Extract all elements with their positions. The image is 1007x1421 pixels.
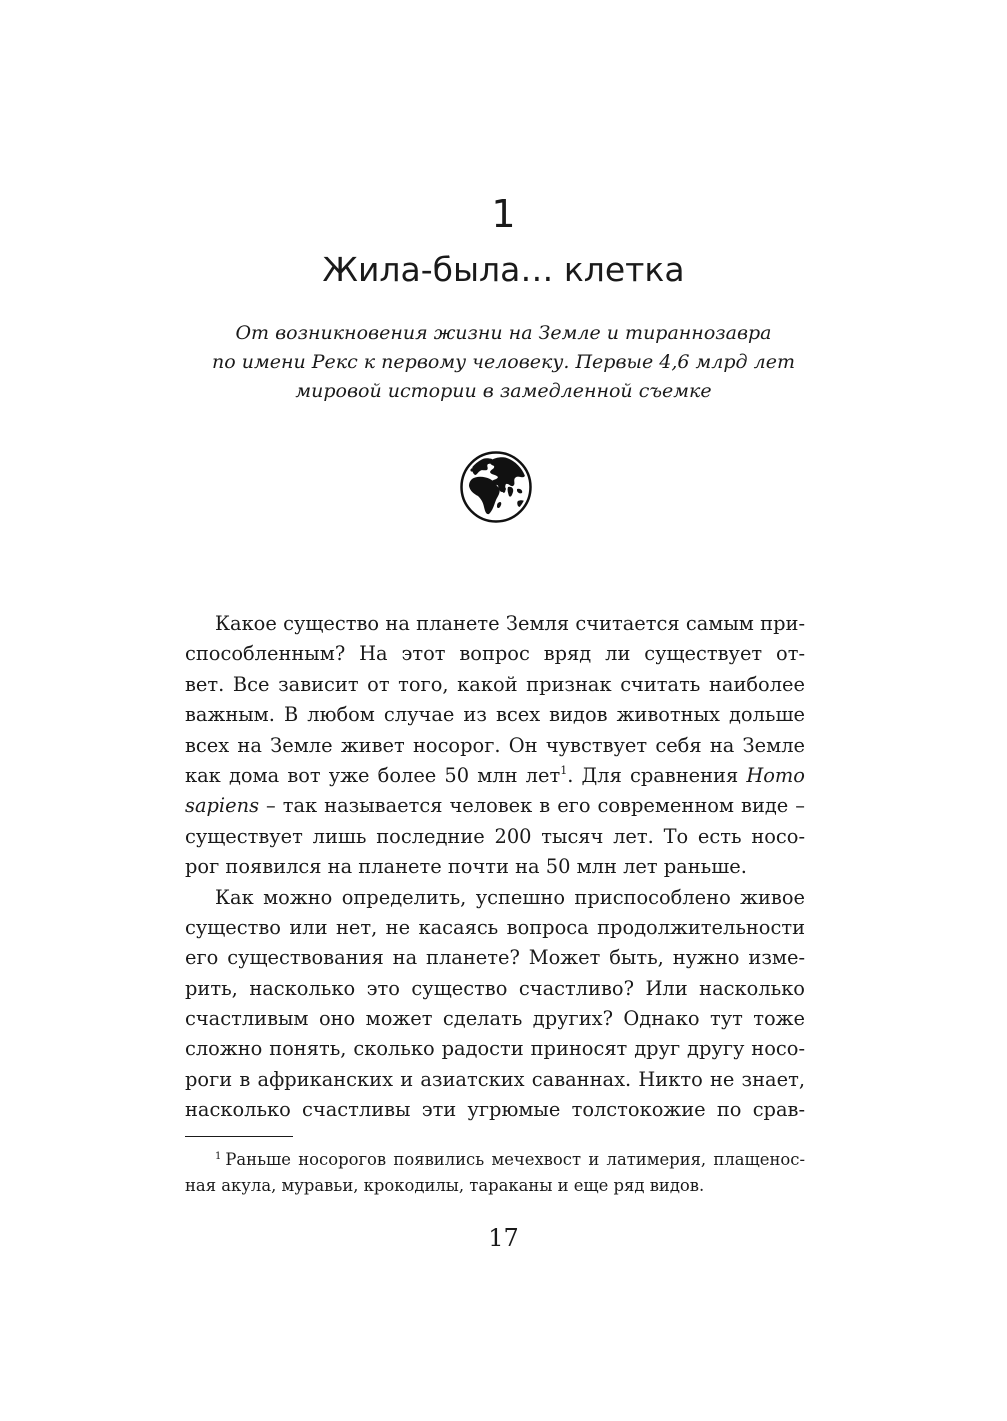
epigraph-line: по имени Рекс к первому человеку. Первые 4,6 млрд лет [212, 351, 795, 373]
text-fragment: – так называется человек в его современном виде – [259, 794, 805, 818]
globe-icon [460, 451, 532, 523]
chapter-number: 1 [491, 192, 516, 236]
text-line: его существования на планете? Может быть, нужно изме- [185, 946, 805, 970]
text-fragment: . Для сравнения [567, 763, 747, 787]
page-number: 17 [488, 1224, 519, 1252]
text-line: всех на Земле живет носорог. Он чувствует себя на Земле [185, 733, 805, 757]
text-line: рог появился на планете почти на 50 млн лет раньше. [185, 855, 747, 879]
chapter-epigraph [0, 319, 1007, 406]
footnote-text: Раньше носорогов появились мечехвост и латимерия, плащенос- [225, 1150, 805, 1169]
text-line [185, 761, 805, 791]
italic-term: Homo [746, 763, 805, 787]
body-text [185, 609, 805, 1126]
text-line: сложно понять, сколько радости приносят друг другу носо- [185, 1037, 805, 1061]
text-line: существует лишь последние 200 тысяч лет. То есть носо- [185, 824, 805, 848]
footnote-mark: 1 [215, 1151, 222, 1162]
text-line: Какое существо на планете Земля считается самым при- [215, 612, 805, 635]
text-line: рить, насколько это существо счастливо? Или насколько [185, 976, 805, 1000]
text-line: способленным? На этот вопрос вряд ли существует от- [185, 642, 805, 666]
footnote-line: ная акула, муравьи, крокодилы, тараканы и еще ряд видов. [185, 1176, 705, 1195]
text-line: Как можно определить, успешно приспособлено живое [215, 885, 805, 909]
text-line [185, 791, 805, 821]
text-line: важным. В любом случае из всех видов животных дольше [185, 703, 805, 727]
chapter-title: Жила-была… клетка [322, 250, 685, 289]
epigraph-line: От возникновения жизни на Земле и тираннозавра [235, 322, 772, 344]
footnote-reference[interactable]: 1 [560, 763, 568, 777]
text-fragment: как дома вот уже более 50 млн лет [185, 763, 561, 787]
text-line: насколько счастливы эти угрюмые толстокожие по срав- [185, 1098, 805, 1122]
italic-term: sapiens [185, 794, 260, 818]
footnote [185, 1147, 805, 1199]
footnote-line [185, 1147, 805, 1173]
text-line: существо или нет, не касаясь вопроса продолжительности [185, 915, 805, 939]
footnote-divider [185, 1136, 293, 1137]
text-line: счастливым оно может сделать других? Однако тут тоже [185, 1007, 805, 1031]
epigraph-line: мировой истории в замедленной съемке [295, 380, 712, 402]
text-line: вет. Все зависит от того, какой признак считать наиболее [185, 672, 805, 696]
text-line: роги в африканских и азиатских саваннах. Никто не знает, [185, 1067, 805, 1091]
